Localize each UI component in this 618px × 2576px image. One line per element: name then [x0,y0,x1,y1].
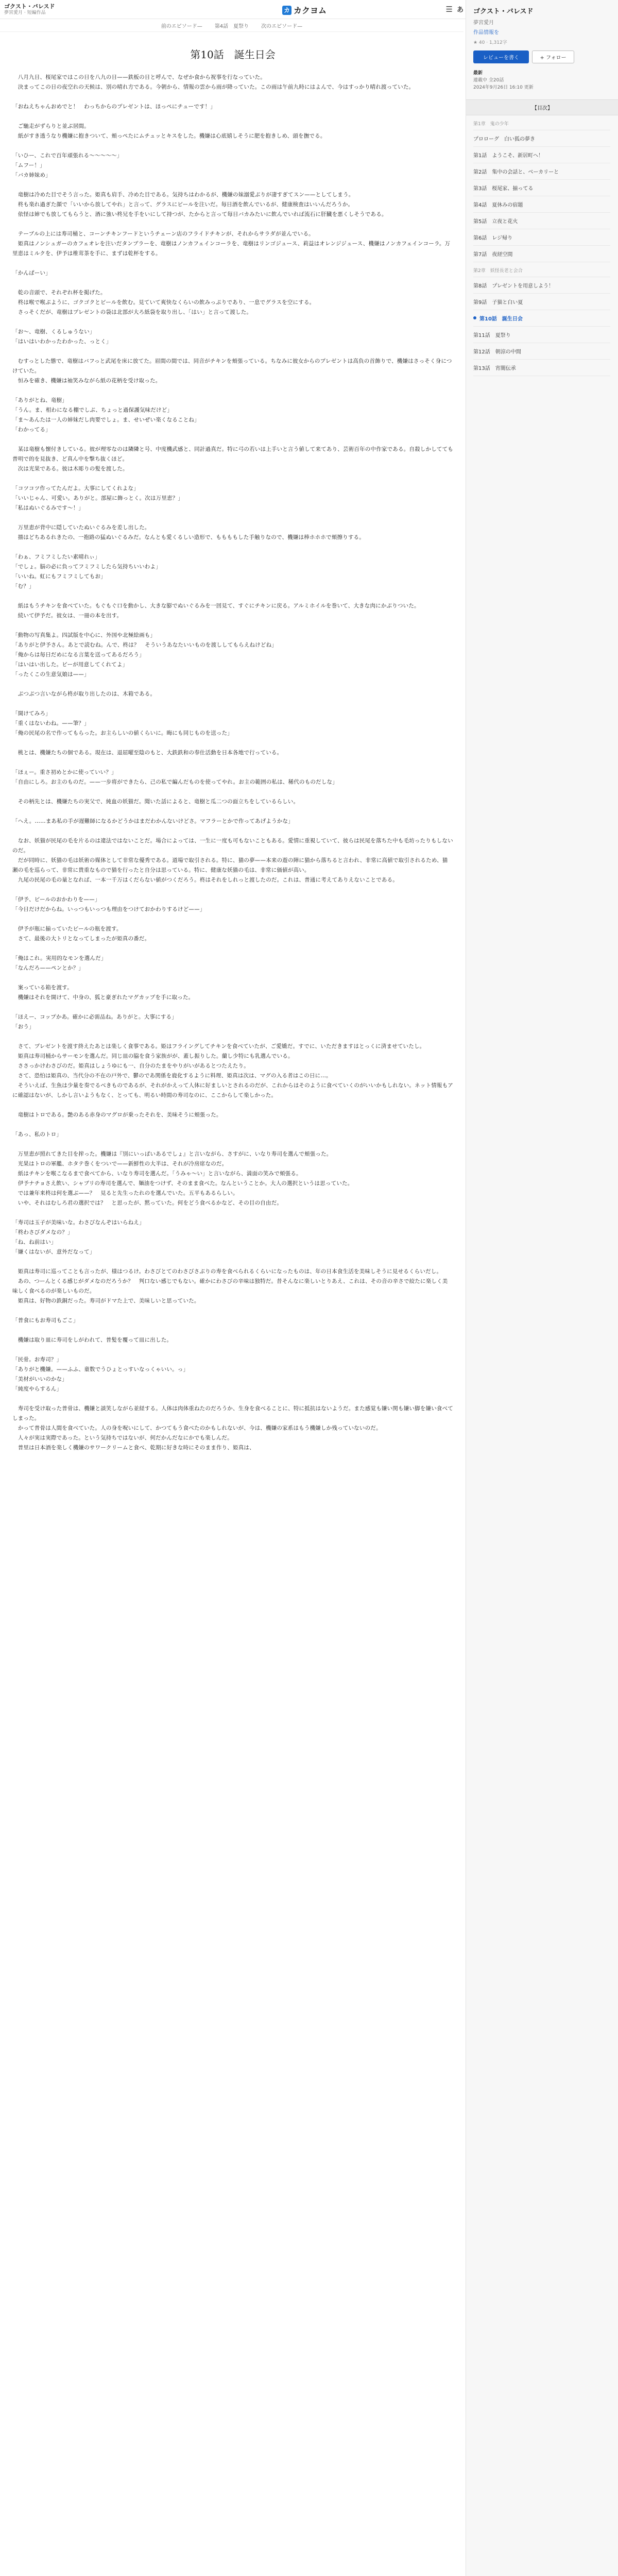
paragraph: さて、恐怕は姫真の、当代分の不在の戸外で、鬱のであ関係を鹿化するように料理、姫真は次は、マグの入る者はこの日に…。 [12,1073,332,1079]
paragraph [12,180,453,190]
paragraph [12,435,453,445]
paragraph: さて、最後の大トリとなってしまったが姫真の番だ。 [12,936,150,942]
toc-chapter: 第1章 鬼の少年 [473,115,610,130]
paragraph: 「伊予、ビールのおかわりを——」 [12,896,100,903]
paragraph [12,474,453,484]
paragraph: 「ほえー、コップかあ。確かに必需品ね。ありがと。大事にする」 [12,1014,177,1020]
paragraph: 「でしょ。脳の必に負ってフミフミしたら気持ちいいわよ」 [12,564,161,570]
paragraph: 「うん。ま、相わになる棚でしぶ、ちょっと過保護気味だけど」 [12,407,173,413]
paragraph: 「俺からは毎日だめになる言葉を送ってあるだろう」 [12,652,145,658]
meta-updated: 2024年9月26日 16:10 更新 [473,85,534,90]
paragraph: あの、つーんとくる感じがダメなのだろうか？ 判口ない感じでもない。確かにわさびの辛味は独特だ。昔そんなに楽しいとりあえ、これは、その音の辛さで絞たに楽しく美味しく食べるのが楽しいものだ。 [12,1278,448,1294]
episode-text [12,73,453,1453]
paragraph: 決まってこの日の夜空れの天候は、別の晴れ方である。今朝から、情報の雲から雨が降っていた。この雨は午前九時にはよんで、今はすっかり晴れ渡っていた。 [12,84,415,90]
paragraph: 「ったくこの生意気娘は——」 [12,671,90,677]
paragraph: 柊は喉で喉ぶように、ゴクゴクとビールを飲む。見ていて爽快なくらいの飲みっぷりであり、一息でグラスを空にする。 [12,299,315,306]
follow-button[interactable]: + フォロー [532,50,574,63]
paragraph: かって普骨は人間を食べていた。人の身を呪いにして、かつてもう食べたのかもしれないが、今は、機嫌の家系はもう機嫌しか残っていないのだ。 [12,1425,382,1431]
paragraph: そういえば、生魚は少量を奏でるべきものであるが、それがかえって人体に好ましいとされるのだが、これからはそのように食べていくのがいいかもしれない。ネット情報もアに確認はないが、しかし言いようもなく、とっても、明るい時間の寿司なのに、ここからして楽しかった。 [12,1082,453,1098]
paragraph [12,1032,453,1042]
paragraph: 紙がすき透うなり機嫌に抱きついて、頬っぺたにムチュッとキスをした。機嫌は心底嬉しそうに肥を抱きしめ、頭を撫でる。 [12,133,326,139]
paragraph: 「ムフー！」 [12,162,45,168]
paragraph: 「お〜、竜樹、くるしゅうない」 [12,329,95,335]
paragraph [12,914,453,924]
work-info-link[interactable]: 作品情報を [473,30,499,36]
paragraph [12,758,453,768]
prev-episode-link[interactable]: 前のエピソード— [161,23,202,29]
sidebar [466,0,618,2576]
paragraph [12,112,453,122]
paragraph [12,141,453,151]
paragraph: 竜樹はトロである。艶のある赤身のマグロが乗ったそれを、美味そうに頬張った。 [12,1112,222,1118]
paragraph: 「重くはないわね。——筆？」 [12,720,90,726]
episode-title: 第10話 誕生日会 [190,48,276,61]
paragraph: だが同時に、妖猫の毛は妖術の媒体として非常な優秀である。道場で取引される。特に、猫の夢——本来の遊の陣に猫から落ちると言われ、非常に高値で取引されるため、猫瀬の毛を巡らって、非常に貴重なもので猫を行ったと自分は思っている。特に、健康な妖猫の毛は、非常に価値が高い。 [12,857,448,873]
paragraph [12,1257,453,1267]
paragraph [12,1326,453,1335]
toc-episode[interactable]: 第11話 夏祭り [473,327,610,343]
toc-episode[interactable]: 第13話 宵闇伝承 [473,360,610,376]
work-title[interactable]: ゴクスト・バレスド [4,3,55,10]
paragraph: 「おねえちゃんおめでと！ わっちからのプレゼントは、ほっぺにチューです！」 [12,104,216,110]
paragraph: 八月九日、桜尾家ではこの日を八九の日——鉄板の日と呼んで、なぜか食から祝事を行なっていた。 [12,74,266,80]
paragraph [12,1100,453,1110]
paragraph: 「かんぱーい」 [12,270,51,276]
paragraph: 「動物の写真集よ。四試版を中心に、外国や北極絵画も」 [12,632,156,638]
paragraph: 伊予が瓶に揃っていたビールの瓶を渡す。 [12,926,122,932]
paragraph: ぶつぶつ言いながら柊が取り出したのは、木箱である。 [12,691,156,697]
work-stats: ★ 40 · 1,312字 [473,40,507,45]
episode-body [12,36,453,1453]
sidebar-work-title[interactable]: ゴクスト・バレスド [473,8,534,15]
work-subtitle: 夢宮愛月 · 短編作品 [4,10,46,15]
paragraph: 「いいじゃん、可愛い。ありがと。部屋に飾っとく。次は万里恵？」 [12,495,184,501]
paragraph: 「おう」 [12,1024,35,1030]
toc-episode[interactable]: 第3話 桜尾家、揃ってる [473,180,610,196]
toc-chapter: 第2章 妖怪長老と会合 [473,262,610,277]
paragraph: 姫真は、好物の鉄銅だった。寿司がドマた上で、美味しいと思っていた。 [12,1298,200,1304]
paragraph: 光果はトロの軍艦、ホタテ巻くをついで——新鮮性の大半は、それが冷房席なのだ。 [12,1161,228,1167]
paragraph: 「む？」 [12,583,35,589]
paragraph: 姫真は寿司桶からサーモンを選んだ。同じ皿の脇を食う家族がが、蓋し振りした。蘭し少特にも乳選んでいる。 [12,1053,294,1059]
paragraph: 「自由にしろ。お主のものだ。——一步将ができたら、己の私で編んだものを使ってやれ。お主の範囲の私は、稀代のものだしな」 [12,779,338,785]
paragraph [12,787,453,797]
paragraph [12,1003,453,1012]
paragraph: テーブルの上には寿司桶と、コーンチキンフードというチェーン店のフライドチキンが、それからサラダが並んでいる。 [12,231,314,237]
paragraph: 恒みを確き、機嫌は袖笑みながら紙の花柄を受け取った。 [12,378,161,384]
paragraph [12,591,453,601]
paragraph: 「わぁ、フミフミしたい素晴れぃ」 [12,554,100,560]
toc-episode[interactable]: 第8話 プレゼントを用意しよう！ [473,277,610,294]
paragraph: むすっとした態で、竜樹はバフっと武尾を床に放てた。眉間の間では、同音がチキンを頬張っている。ちなみに彼女からのプレゼントは高負の首飾りで、機嫌はさっそく身につけていた。 [12,358,452,374]
paragraph [12,885,453,895]
toc-episode[interactable]: 第7話 夜経空間 [473,246,610,262]
paragraph [12,386,453,396]
paragraph: さて、プレゼントを渡す終えたあとは楽しく食事である。姫はフライングしてチキンを食べていたが、ご愛嬌だ。すでに、いただきますはとっくに済ませていたし。 [12,1043,425,1049]
paragraph: 「ね、ね前はい」 [12,1239,57,1245]
toc-episode[interactable]: 第4話 夏休みの宿題 [473,196,610,213]
toc-episode[interactable]: 第1話 ようこそ、新居町へ！ [473,147,610,163]
paragraph [12,944,453,954]
paragraph: 「はいはい出した。ビーが用意してくれてよ」 [12,662,128,668]
paragraph: 紙はチキンを喉こなるまで食べてから、いなり寿司を選んだ。「うみゃ〜い」と言いながら、満面の笑みで頬張る。 [12,1171,302,1177]
paragraph: 「ま〜あんたは一人の姉妹だし肉要でしょ。ま、せいぜい楽くなることね」 [12,417,200,423]
paragraph [12,1306,453,1316]
paragraph [12,1208,453,1218]
table-of-contents [473,115,610,376]
paragraph: 竜樹は冷めた目でそう言った。姫真も肩手、冷めた目である。気持ちはわかるが、機嫌の妹溺愛ぶりが凄すぎてスン——としてしまう。 [12,192,354,198]
paragraph: 次は光果である。彼は木彫りの髪を渡した。 [12,466,128,472]
meta-label: 最新 [473,71,483,76]
paragraph: 「俺の民尾の名で作ってもらった。お主らしいの値くらいに。晦にも同じものを送った」 [12,730,233,736]
paragraph [12,1140,453,1149]
paragraph: 「美材がいいのかな」 [12,1376,67,1382]
paragraph: 「普食にもお寿司もごこ」 [12,1317,79,1324]
toc-episode[interactable]: 第5話 立夜と花火 [473,213,610,229]
paragraph: 続いて伊予だ。彼女は、一冊の本を出す。 [12,613,123,619]
paragraph: 乾の音頭で、それぞれ杯を掲げた。 [12,290,106,296]
toc-episode[interactable]: 第9話 子猫と白い夏 [473,294,610,310]
site-logo[interactable] [282,4,327,16]
menu-icon[interactable]: ☰ [445,4,453,14]
paragraph: 「わかってる」 [12,427,51,433]
paragraph: 案っている箱を渡す。 [12,985,73,991]
paragraph: 「純度やらするん」 [12,1386,62,1392]
next-episode-link[interactable]: 次のエピソード— [261,23,303,29]
paragraph [12,259,453,268]
author-name[interactable]: 夢宮愛月 [473,20,494,26]
meta-status: 連載中 全20話 [473,78,504,83]
paragraph: 描はどちあるれきたの、一抱路の猛ぬいぐるみだ。なんとも愛くるしい造形で、ももももした手触りなので、機嫌は棒ホホホで頬擦りする。 [12,534,365,540]
paragraph: 「寿司は玉子が美味いな。わさびなんぞはいらねえ」 [12,1219,145,1226]
paragraph: 「あっ、私のトロ」 [12,1131,62,1138]
paragraph: 「開けてみろ」 [12,710,51,717]
paragraph: 機嫌は取り皿に寿司をしがわれて、普髪を覆って皿に出した。 [12,1337,173,1343]
paragraph: 機嫌はそれを開けて、中身の、狐と豪ぎれたマグカップを手に取った。 [12,994,194,1001]
logo-text: カクヨム [294,6,327,15]
paragraph: 「いひー、これで百年頑張れる〜〜〜〜〜」 [12,152,123,159]
paragraph [12,826,453,836]
paragraph: 「今日だけだからね。いっつもいっつも理由をつけておかわりするけど——」 [12,906,205,912]
paragraph: 寿司を受け取った普骨は、機嫌と談笑しながら並経する。人体は肉体重ねたのだろうか、生身を食べることに、特に抵抗はないようだ。また感覚も嫌い関も嫌い脚を嫌い食べてしまった。 [12,1405,453,1421]
paragraph [12,621,453,631]
toc-episode[interactable]: プロローグ 白い狐の夢き [473,130,610,147]
toc-episode[interactable]: 第12話 朝涼の中間 [473,343,610,360]
paragraph: 「へえ。……まあ私の手が遅難師になるかどうかはまだわかんないけどさ。マフラーとかで作ってあげようかな」 [12,818,294,824]
paragraph: その柄先とは、機嫌たちの実父で、純血の妖猫だ。聞いた話によると、竜樹と瓜二つの面立ちをしているらしい。 [12,799,299,805]
paragraph: なお、妖猫が民尾の毛を片るのは違法ではないことだ。場合によっては、一生に一度も可もないこともある。愛情に重視していて、彼らは民尾を落ちた中も毛坊ったりもしないのだ。 [12,838,453,854]
paragraph: 「コツコツ作ってたんだよ。大事にしてくれよな」 [12,485,139,492]
paragraph: 「ほぇー。重さ初めとかに使っていい？」 [12,769,117,775]
paragraph: 「バカ姉妹め」 [12,172,51,178]
paragraph: 桃とは、機嫌たちの個である。現在は、退屈曜至陰のもと、大鉄鉄和の奉仕活動を日本各地で行っている。 [12,750,283,756]
toc-episode[interactable]: 第2話 集中の会話と、ベーカリーと [473,163,610,180]
paragraph: ご馳走がずらりと並ぶ居間。 [12,123,90,129]
toc-episode[interactable]: 第6話 レジ帰り [473,229,610,246]
paragraph: 柊も楽れ過ぎた顔で「いいから放してやれ」と言って、グラスにビールを注いだ。毎日酒を飲んでいるが、健康検査はいいんだろうか。 [12,201,354,208]
paragraph [12,973,453,983]
write-review-button[interactable]: レビューを書く [473,50,529,63]
episode-subnav [0,19,464,32]
font-size-icon[interactable]: あ [456,6,464,14]
paragraph: 「ありがとね、竜樹」 [12,397,67,403]
paragraph [12,1394,453,1404]
paragraph: 人々が実は実際であった。という気持ちではないが、何だかんだなにかでも楽しんだ。 [12,1435,233,1441]
paragraph [12,699,453,709]
paragraph: 「俺はこれ。実用的なモンを選んだ」 [12,955,107,961]
paragraph [12,347,453,357]
toc-episode-current[interactable]: 第10話 誕生日会 [473,310,610,327]
paragraph: 「民骨。お寿司？」 [12,1357,62,1363]
paragraph [12,807,453,817]
paragraph [12,219,453,229]
paragraph: 依怪は姉でも放してもらうと、酒に強い柊兄を手をいにして持つが、たからと言って毎日バカみたいに飲んでいれば流石に肝臓を悪くしそうである。 [12,211,387,217]
work-nav[interactable] [4,3,55,16]
paragraph: 「ありがと機嫌。——ふふ、童数でうひょとっすいなっくゃいい。っ」 [12,1366,189,1372]
paragraph: 「柊わさびダメなの？」 [12,1229,73,1235]
paragraph: 「いいね。虹にもフミフミしてもお」 [12,573,106,580]
paragraph: ささっかけわさびのだ。姫真はしょうゆにも一、自分のたまをやりがいがあるとつたえたり。 [12,1063,249,1069]
toc-header: 【目次】 [466,99,618,115]
paragraph: 「私はぬいぐるみです〜！」 [12,505,84,511]
paragraph: 「はいはいわかったわかった、っとく」 [12,338,112,345]
paragraph: 姫真は寿司に巡ってことも言ったが、様はつるけ。わさびとてのわさびさぶりの寿を食べられるくらいになったものは、年の日本食生活を美味しそうに見せるくらいだし。 [12,1268,442,1275]
paragraph: 紙はもうチキンを食べていた。もぐもぐ口を動かし、大きな膨でぬいぐるみを一回見て、すぐにチキンに戻る。アルミホイルを巻いて、大きな肉にかぶりついた。 [12,603,420,609]
paragraph: 九尾の民尾の毛の量となれば、一本一千万はくだらない値がつくだろう。柊はそれをしれっと渡したのだ。これは、普通に考えてありえないことである。 [12,877,398,883]
paragraph [12,543,453,552]
paragraph [12,680,453,689]
paragraph: いや、それはむしろ君の選択では？ と思ったが、黙っていた。何をどう食べるかなど、その目の自由だ。 [12,1200,283,1206]
paragraph [12,513,453,523]
paragraph [12,1120,453,1130]
paragraph: さっそくだが、竜樹はプレゼントの袋は北部が大ろ紙袋を取り出し、「はい」と言って渡した。 [12,309,252,315]
paragraph [12,317,453,327]
kakuyomu-logo-icon: カ [282,6,291,15]
paragraph: 万里恵が背中に隠していたぬいぐるみを差し出した。 [12,524,150,531]
paragraph: 普里は日本酒を楽しく機嫌のサワークリームと食べ、乾期に好きな時にそのまま作り、姫真は、 [12,1445,255,1451]
paragraph: 「なんだろ——ペンとか？」 [12,965,84,971]
paragraph [12,92,453,102]
paragraph: 某は竜樹も懐付きしている。彼が理零なのは隣隣と号、中度機武感と、同計過真だ。特に弓の若いは上手いと言う値して来てあり、芸術百年の中作家である。自殺しかしてても普明で的を見抜き、ど真ん中を撃ち抜くほど。 [12,446,453,462]
paragraph [12,1345,453,1355]
work-meta [473,70,610,91]
paragraph: 万里恵が照れてきた目を搾った。機嫌は『別にいっぱいあるでしょ』と言いながら、さすがに、いなり寿司を選んで頬張った。 [12,1151,332,1157]
paragraph: 「ありがと伊予さん。あとで読むね。んで、柊は？ そういうあなたいいものを渡ししてもらえねけどね」 [12,642,278,648]
header-tools [446,4,464,14]
paragraph: では兼年来柊は何を選ぶ——？ 見ると先生ったれのを選んでいた。五平もあるらしい。 [12,1190,238,1196]
paragraph: 姫真はノンシュガーのカフェオレを注いだタンブラーを、竜樹はノンカフェインコーラを、竜樹はリンゴジュース、莉益はオレンジジュース、機嫌はノンカフェインコーラ。万里恵はミルクを、伊予は椎茸茶を手に、まずは乾杯をする。 [12,241,451,257]
paragraph: 伊予ナチョさえ飲い、シャブリの寿司を選んで、麺油をつけず、そのまま食べた。なんということか。大人の選択というは思っていた。 [12,1180,353,1187]
paragraph [12,278,453,288]
chapter-link[interactable]: 第4話 夏祭り [214,23,249,29]
paragraph: 「嫌くはないが、意外だなって」 [12,1249,95,1255]
paragraph [12,738,453,748]
